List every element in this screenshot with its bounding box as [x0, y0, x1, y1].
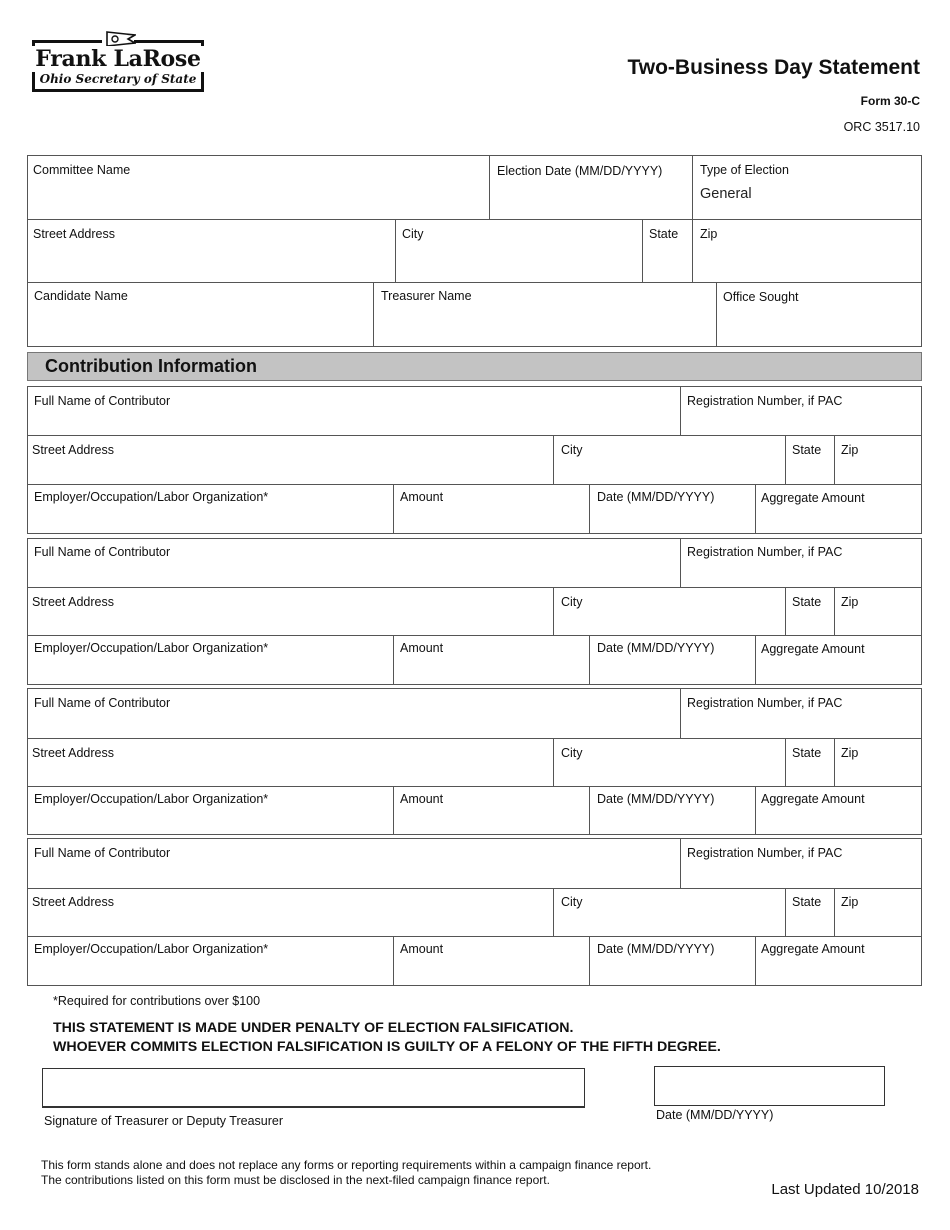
contribution-section-title: Contribution Information: [45, 356, 257, 376]
amount-field[interactable]: Amount: [400, 641, 444, 655]
contributor-zip-field[interactable]: Zip: [841, 595, 859, 609]
form-title: Two-Business Day Statement: [627, 56, 920, 79]
treasurer-name-field[interactable]: Treasurer Name: [381, 289, 472, 303]
contributor-state-field[interactable]: State: [792, 443, 822, 457]
signature-date-input[interactable]: [654, 1066, 885, 1106]
contributor-city-field[interactable]: City: [561, 746, 583, 760]
employer-occupation-field[interactable]: Employer/Occupation/Labor Organization*: [34, 792, 269, 806]
orc-reference: ORC 3517.10: [843, 120, 920, 134]
contributor-full-name-field[interactable]: Full Name of Contributor: [34, 394, 171, 408]
contributor-state-field[interactable]: State: [792, 895, 822, 909]
contributor-street-address-field[interactable]: Street Address: [32, 443, 114, 457]
logo-name: Frank LaRose: [30, 46, 206, 72]
contributor-zip-field[interactable]: Zip: [841, 895, 859, 909]
footer-line-1: This form stands alone and does not replace any forms or reporting requirements within a campaign finance report.: [41, 1158, 652, 1172]
aggregate-amount-field[interactable]: Aggregate Amount: [761, 792, 865, 806]
aggregate-amount-field[interactable]: Aggregate Amount: [761, 642, 865, 656]
contributor-city-field[interactable]: City: [561, 895, 583, 909]
contribution-block-4: [27, 838, 922, 986]
aggregate-amount-field[interactable]: Aggregate Amount: [761, 491, 865, 505]
logo-subtitle: Ohio Secretary of State: [39, 72, 197, 86]
contributor-city-field[interactable]: City: [561, 443, 583, 457]
employer-occupation-field[interactable]: Employer/Occupation/Labor Organization*: [34, 641, 269, 655]
contribution-block-1: [27, 386, 922, 534]
aggregate-amount-field[interactable]: Aggregate Amount: [761, 942, 865, 956]
contribution-block-3: [27, 688, 922, 835]
penalty-line-2: WHOEVER COMMITS ELECTION FALSIFICATION IS GUILTY OF A FELONY OF THE FIFTH DEGREE.: [53, 1039, 721, 1055]
contribution-date-field[interactable]: Date (MM/DD/YYYY): [597, 641, 715, 655]
signature-label: Signature of Treasurer or Deputy Treasurer: [44, 1114, 284, 1128]
required-note: *Required for contributions over $100: [53, 994, 261, 1008]
committee-state-field[interactable]: State: [649, 227, 679, 241]
registration-number-field[interactable]: Registration Number, if PAC: [687, 545, 843, 559]
amount-field[interactable]: Amount: [400, 942, 444, 956]
committee-city-field[interactable]: City: [402, 227, 424, 241]
contribution-date-field[interactable]: Date (MM/DD/YYYY): [597, 490, 715, 504]
amount-field[interactable]: Amount: [400, 490, 444, 504]
contributor-state-field[interactable]: State: [792, 746, 822, 760]
type-of-election-label: Type of Election: [700, 163, 789, 177]
penalty-line-1: THIS STATEMENT IS MADE UNDER PENALTY OF ELECTION FALSIFICATION.: [53, 1020, 574, 1036]
registration-number-field[interactable]: Registration Number, if PAC: [687, 394, 843, 408]
contributor-zip-field[interactable]: Zip: [841, 443, 859, 457]
registration-number-field[interactable]: Registration Number, if PAC: [687, 846, 843, 860]
contributor-state-field[interactable]: State: [792, 595, 822, 609]
contributor-full-name-field[interactable]: Full Name of Contributor: [34, 545, 171, 559]
committee-zip-field[interactable]: Zip: [700, 227, 718, 241]
contributor-city-field[interactable]: City: [561, 595, 583, 609]
employer-occupation-field[interactable]: Employer/Occupation/Labor Organization*: [34, 490, 269, 504]
contributor-street-address-field[interactable]: Street Address: [32, 746, 114, 760]
footer-line-2: The contributions listed on this form must be disclosed in the next-filed campaign finance report.: [41, 1173, 550, 1187]
amount-field[interactable]: Amount: [400, 792, 444, 806]
contributor-full-name-field[interactable]: Full Name of Contributor: [34, 696, 171, 710]
contribution-date-field[interactable]: Date (MM/DD/YYYY): [597, 942, 715, 956]
election-date-field[interactable]: Election Date (MM/DD/YYYY): [497, 164, 663, 178]
contributor-street-address-field[interactable]: Street Address: [32, 595, 114, 609]
contributor-zip-field[interactable]: Zip: [841, 746, 859, 760]
contributor-full-name-field[interactable]: Full Name of Contributor: [34, 846, 171, 860]
last-updated: Last Updated 10/2018: [771, 1181, 919, 1198]
penalty-statement: [53, 1019, 721, 1057]
committee-street-address-field[interactable]: Street Address: [33, 227, 115, 241]
signature-input[interactable]: [42, 1068, 585, 1108]
committee-info-table: [27, 155, 922, 347]
candidate-name-field[interactable]: Candidate Name: [34, 289, 128, 303]
signature-date-label: Date (MM/DD/YYYY): [656, 1108, 774, 1122]
registration-number-field[interactable]: Registration Number, if PAC: [687, 696, 843, 710]
form-number: Form 30-C: [860, 94, 920, 108]
contribution-section-header: [27, 352, 922, 381]
contribution-date-field[interactable]: Date (MM/DD/YYYY): [597, 792, 715, 806]
committee-name-field[interactable]: Committee Name: [33, 163, 131, 177]
office-sought-field[interactable]: Office Sought: [723, 290, 799, 304]
contributor-street-address-field[interactable]: Street Address: [32, 895, 114, 909]
type-of-election-value[interactable]: General: [700, 186, 752, 202]
employer-occupation-field[interactable]: Employer/Occupation/Labor Organization*: [34, 942, 269, 956]
secretary-of-state-logo: [30, 28, 206, 96]
contribution-block-2: [27, 538, 922, 685]
